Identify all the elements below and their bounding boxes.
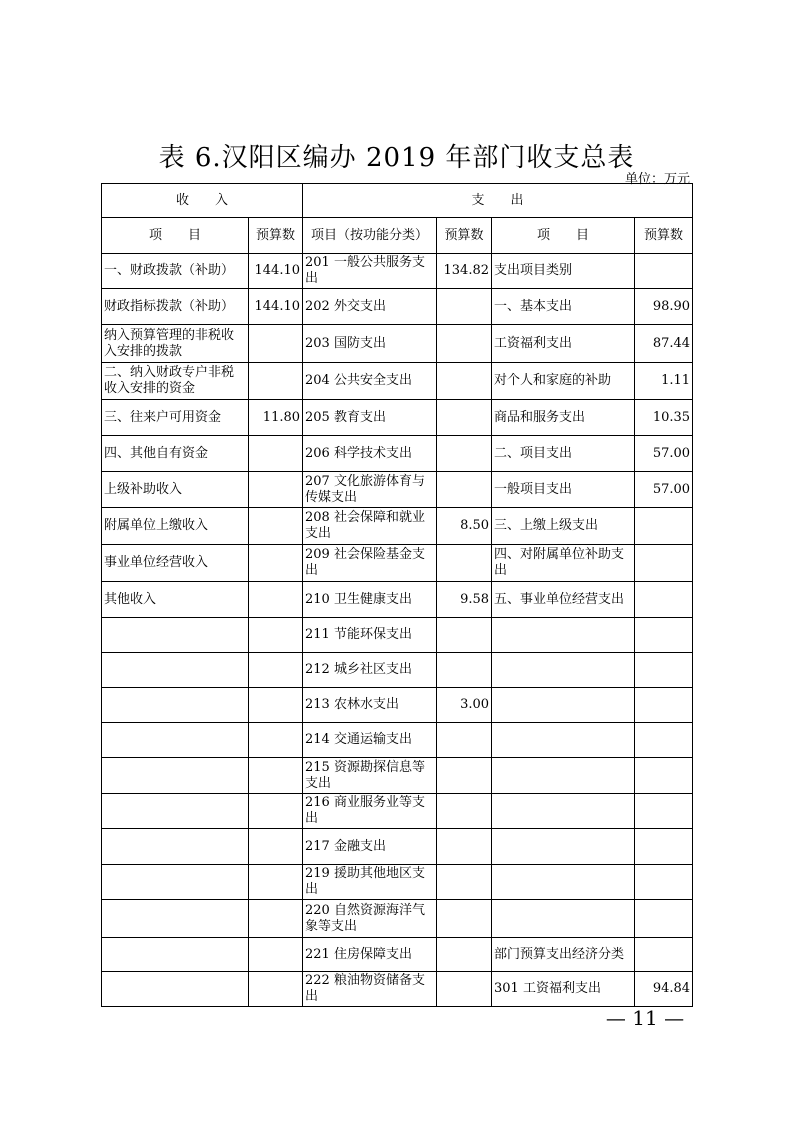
income-amount xyxy=(249,688,303,723)
func-budget-header: 预算数 xyxy=(437,218,492,254)
expense-amount xyxy=(635,723,693,758)
table-row xyxy=(102,758,693,794)
function-amount xyxy=(437,758,492,794)
expense-amount xyxy=(635,254,693,289)
income-item xyxy=(102,829,249,865)
income-amount xyxy=(249,363,303,400)
function-item: 214 交通运输支出 xyxy=(303,723,437,758)
income-amount xyxy=(249,618,303,653)
expense-item xyxy=(492,865,635,900)
expense-item xyxy=(492,758,635,794)
expense-budget-header: 预算数 xyxy=(635,218,693,254)
income-item: 四、其他自有资金 xyxy=(102,436,249,472)
expense-item: 二、项目支出 xyxy=(492,436,635,472)
function-item: 209 社会保险基金支出 xyxy=(303,545,437,582)
expense-amount xyxy=(635,545,693,582)
income-amount: 144.10 xyxy=(249,254,303,289)
function-item: 220 自然资源海洋气象等支出 xyxy=(303,900,437,938)
func-item-header: 项目（按功能分类） xyxy=(303,218,437,254)
expense-amount xyxy=(635,938,693,972)
function-amount: 134.82 xyxy=(437,254,492,289)
table-row xyxy=(102,938,693,972)
expense-item xyxy=(492,794,635,829)
function-amount xyxy=(437,436,492,472)
income-item xyxy=(102,618,249,653)
table-row xyxy=(102,900,693,938)
table-row xyxy=(102,472,693,508)
expense-item: 三、上缴上级支出 xyxy=(492,508,635,545)
budget-table xyxy=(101,183,693,1007)
function-item: 204 公共安全支出 xyxy=(303,363,437,400)
income-amount xyxy=(249,972,303,1007)
page-number: — 11 — xyxy=(605,1006,685,1030)
expense-amount: 57.00 xyxy=(635,472,693,508)
table-row xyxy=(102,254,693,289)
expense-item: 一、基本支出 xyxy=(492,289,635,325)
expense-item xyxy=(492,688,635,723)
expense-item: 工资福利支出 xyxy=(492,325,635,363)
function-amount xyxy=(437,938,492,972)
function-item: 213 农林水支出 xyxy=(303,688,437,723)
function-item: 208 社会保障和就业支出 xyxy=(303,508,437,545)
table-row xyxy=(102,289,693,325)
income-item: 上级补助收入 xyxy=(102,472,249,508)
income-item xyxy=(102,758,249,794)
income-item: 纳入预算管理的非税收入安排的拨款 xyxy=(102,325,249,363)
function-amount xyxy=(437,653,492,688)
function-item: 215 资源勘探信息等支出 xyxy=(303,758,437,794)
function-amount xyxy=(437,794,492,829)
function-amount xyxy=(437,325,492,363)
income-amount xyxy=(249,545,303,582)
expense-amount xyxy=(635,688,693,723)
expense-item: 四、对附属单位补助支出 xyxy=(492,545,635,582)
expense-amount xyxy=(635,794,693,829)
income-header: 收 入 xyxy=(102,184,303,218)
expense-item xyxy=(492,829,635,865)
income-item: 其他收入 xyxy=(102,582,249,618)
column-header-row xyxy=(102,218,693,254)
table-row xyxy=(102,688,693,723)
income-amount xyxy=(249,758,303,794)
table-row xyxy=(102,582,693,618)
expense-amount xyxy=(635,865,693,900)
income-amount: 11.80 xyxy=(249,400,303,436)
function-amount xyxy=(437,865,492,900)
expense-item: 支出项目类别 xyxy=(492,254,635,289)
income-amount xyxy=(249,794,303,829)
function-amount: 8.50 xyxy=(437,508,492,545)
function-amount xyxy=(437,972,492,1007)
function-item: 201 一般公共服务支出 xyxy=(303,254,437,289)
function-item: 206 科学技术支出 xyxy=(303,436,437,472)
income-amount xyxy=(249,723,303,758)
income-amount xyxy=(249,325,303,363)
income-amount xyxy=(249,582,303,618)
expense-amount xyxy=(635,829,693,865)
function-amount xyxy=(437,472,492,508)
function-item: 222 粮油物资储备支出 xyxy=(303,972,437,1007)
table-row xyxy=(102,829,693,865)
expense-amount xyxy=(635,508,693,545)
table-row xyxy=(102,723,693,758)
expense-item-header: 项 目 xyxy=(492,218,635,254)
table-row xyxy=(102,794,693,829)
expense-item: 五、事业单位经营支出 xyxy=(492,582,635,618)
expense-amount xyxy=(635,582,693,618)
income-item: 二、纳入财政专户非税收入安排的资金 xyxy=(102,363,249,400)
unit-label: 单位：万元 xyxy=(624,172,690,187)
table-row xyxy=(102,436,693,472)
function-amount xyxy=(437,545,492,582)
expense-amount: 98.90 xyxy=(635,289,693,325)
income-item: 三、往来户可用资金 xyxy=(102,400,249,436)
expense-amount xyxy=(635,758,693,794)
income-amount xyxy=(249,938,303,972)
income-amount xyxy=(249,829,303,865)
income-item xyxy=(102,900,249,938)
expense-amount: 10.35 xyxy=(635,400,693,436)
function-item: 210 卫生健康支出 xyxy=(303,582,437,618)
expense-item: 商品和服务支出 xyxy=(492,400,635,436)
income-item: 一、财政拨款（补助） xyxy=(102,254,249,289)
function-amount: 9.58 xyxy=(437,582,492,618)
table-row xyxy=(102,972,693,1007)
expense-item xyxy=(492,653,635,688)
function-item: 219 援助其他地区支出 xyxy=(303,865,437,900)
function-amount xyxy=(437,289,492,325)
expense-amount: 87.44 xyxy=(635,325,693,363)
income-item-header: 项 目 xyxy=(102,218,249,254)
function-item: 207 文化旅游体育与传媒支出 xyxy=(303,472,437,508)
function-item: 221 住房保障支出 xyxy=(303,938,437,972)
income-amount: 144.10 xyxy=(249,289,303,325)
table-row xyxy=(102,508,693,545)
function-item: 205 教育支出 xyxy=(303,400,437,436)
expense-amount xyxy=(635,618,693,653)
income-amount xyxy=(249,653,303,688)
income-item xyxy=(102,865,249,900)
income-amount xyxy=(249,472,303,508)
table-row xyxy=(102,325,693,363)
expense-amount: 1.11 xyxy=(635,363,693,400)
function-item: 217 金融支出 xyxy=(303,829,437,865)
income-item: 附属单位上缴收入 xyxy=(102,508,249,545)
function-amount xyxy=(437,363,492,400)
function-amount xyxy=(437,829,492,865)
expense-item xyxy=(492,900,635,938)
function-amount xyxy=(437,900,492,938)
function-item: 203 国防支出 xyxy=(303,325,437,363)
function-amount xyxy=(437,400,492,436)
expense-header: 支 出 xyxy=(303,184,693,218)
income-item xyxy=(102,723,249,758)
income-amount xyxy=(249,508,303,545)
function-item: 216 商业服务业等支出 xyxy=(303,794,437,829)
income-item xyxy=(102,794,249,829)
expense-item: 301 工资福利支出 xyxy=(492,972,635,1007)
income-item xyxy=(102,938,249,972)
income-item xyxy=(102,688,249,723)
table-row xyxy=(102,653,693,688)
function-item: 212 城乡社区支出 xyxy=(303,653,437,688)
function-amount: 3.00 xyxy=(437,688,492,723)
income-amount xyxy=(249,436,303,472)
expense-item: 部门预算支出经济分类 xyxy=(492,938,635,972)
expense-amount: 94.84 xyxy=(635,972,693,1007)
table-row xyxy=(102,618,693,653)
expense-amount xyxy=(635,900,693,938)
table-row xyxy=(102,545,693,582)
expense-amount: 57.00 xyxy=(635,436,693,472)
function-item: 211 节能环保支出 xyxy=(303,618,437,653)
income-item: 财政指标拨款（补助） xyxy=(102,289,249,325)
function-amount xyxy=(437,723,492,758)
section-header-row xyxy=(102,184,693,218)
income-amount xyxy=(249,865,303,900)
expense-item xyxy=(492,618,635,653)
income-amount xyxy=(249,900,303,938)
expense-item xyxy=(492,723,635,758)
function-amount xyxy=(437,618,492,653)
expense-item: 一般项目支出 xyxy=(492,472,635,508)
table-row xyxy=(102,363,693,400)
income-item: 事业单位经营收入 xyxy=(102,545,249,582)
income-item xyxy=(102,972,249,1007)
expense-amount xyxy=(635,653,693,688)
income-budget-header: 预算数 xyxy=(249,218,303,254)
page-title: 表 6.汉阳区编办 2019 年部门收支总表 xyxy=(158,143,635,173)
table-row xyxy=(102,865,693,900)
table-row xyxy=(102,400,693,436)
expense-item: 对个人和家庭的补助 xyxy=(492,363,635,400)
function-item: 202 外交支出 xyxy=(303,289,437,325)
income-item xyxy=(102,653,249,688)
